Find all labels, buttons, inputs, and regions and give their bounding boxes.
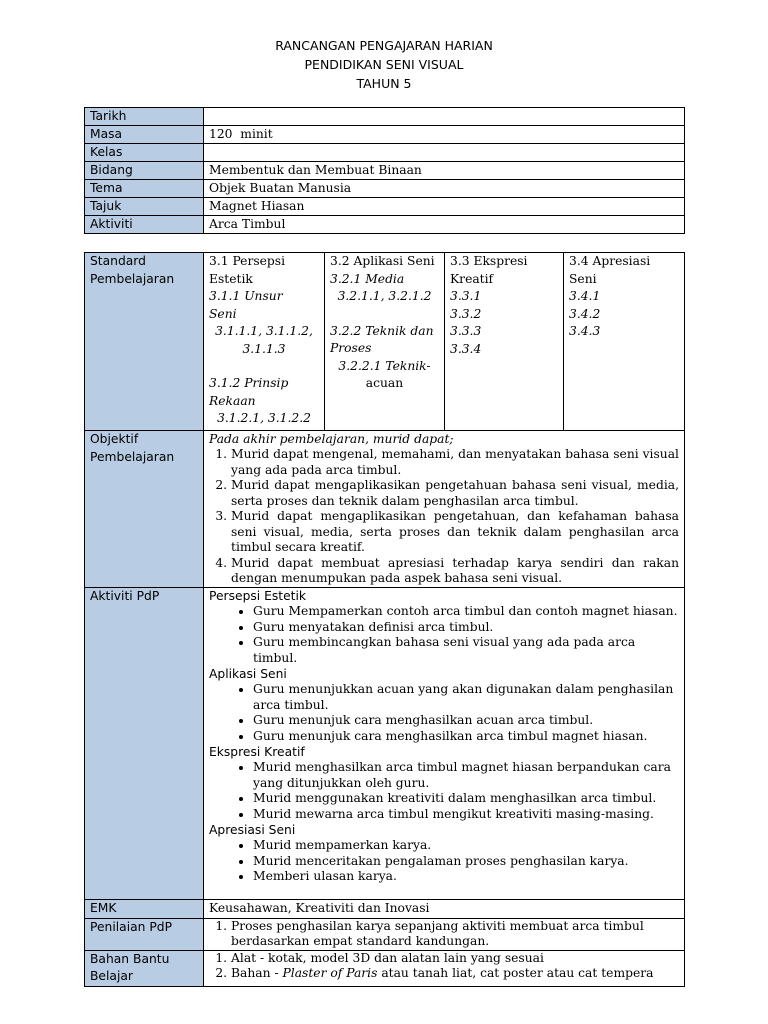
- standard-heading: 3.4 Apresiasi: [569, 254, 651, 268]
- penilaian-list: [209, 919, 679, 950]
- list-item: 1. Alat - kotak, model 3D dan alatan lain yang sesuai: [231, 951, 679, 967]
- section-list: [209, 682, 679, 744]
- standard-items: 3.3.4: [450, 341, 482, 356]
- aktiviti-label: Aktiviti PdP: [85, 588, 204, 900]
- standard-label-line: Standard: [90, 254, 146, 268]
- penilaian-content: [204, 918, 685, 950]
- section-title: Apresiasi Seni: [209, 823, 296, 837]
- standard-label: [85, 253, 204, 431]
- standard-items: acuan: [365, 376, 404, 390]
- standard-items: 3.4.3: [569, 324, 601, 338]
- info-row-tarikh: [85, 108, 685, 126]
- bahan-row: [85, 950, 685, 986]
- bahan-suffix: atau tanah liat, cat poster atau cat tempera: [377, 966, 654, 980]
- list-item: 2. Murid dapat mengaplikasikan pengetahuan bahasa seni visual, media, serta proses dan teknik dalam penghasilan arca timbul.: [231, 478, 679, 509]
- emk-row: [85, 900, 685, 919]
- standard-col-ekspresi: [445, 253, 564, 431]
- list-item: • Murid mewarna arca timbul mengikut kreativiti masing-masing.: [253, 807, 679, 823]
- standard-col-persepsi: [204, 253, 325, 431]
- info-row-aktiviti: [85, 216, 685, 234]
- info-label: Kelas: [85, 144, 204, 162]
- objektif-intro: Pada akhir pembelajaran, murid dapat;: [209, 432, 454, 446]
- header-line-2: PENDIDIKAN SENI VISUAL: [304, 57, 464, 72]
- objektif-label: [85, 431, 204, 588]
- standard-subheading: Proses: [330, 341, 372, 355]
- standard-col-aplikasi: [325, 253, 445, 431]
- emk-label: EMK: [85, 900, 204, 919]
- bahan-prefix: Bahan -: [231, 966, 283, 980]
- standard-items: 3.1.2.1, 3.1.2.2: [217, 411, 311, 425]
- penilaian-row: [85, 918, 685, 950]
- info-row-tajuk: [85, 198, 685, 216]
- standard-subheading: 3.1.1 Unsur: [209, 289, 283, 303]
- bahan-list: [209, 951, 679, 982]
- objektif-label-line: Objektif: [90, 432, 139, 446]
- section-title: Aplikasi Seni: [209, 667, 287, 681]
- standard-items: 3.3.1: [450, 289, 482, 303]
- emk-value: Keusahawan, Kreativiti dan Inovasi: [204, 900, 685, 919]
- section-list: [209, 838, 679, 885]
- aktiviti-row: [85, 588, 685, 900]
- list-item: • Murid menghasilkan arca timbul magnet hiasan berpandukan cara yang ditunjukkan oleh guru.: [253, 760, 679, 791]
- aktiviti-content: [204, 588, 685, 900]
- penilaian-label: Penilaian PdP: [85, 918, 204, 950]
- list-item: 4. Murid dapat membuat apresiasi terhadap karya sendiri dan rakan dengan menumpukan pada aspek bahasa seni visual.: [231, 556, 679, 587]
- objektif-label-line: Pembelajaran: [90, 449, 175, 464]
- section-list: [209, 760, 679, 822]
- list-item: • Memberi ulasan karya.: [253, 869, 679, 885]
- header-line-1: RANCANGAN PENGAJARAN HARIAN: [275, 38, 493, 53]
- list-item: [231, 966, 679, 982]
- objektif-list: [209, 447, 679, 587]
- standard-col-apresiasi: [564, 253, 685, 431]
- info-value: [204, 108, 685, 126]
- bahan-content: [204, 950, 685, 986]
- list-item: • Guru menunjuk cara menghasilkan acuan arca timbul.: [253, 713, 679, 729]
- bahan-label: [85, 950, 204, 986]
- info-value: Objek Buatan Manusia: [204, 180, 685, 198]
- standard-row: [85, 253, 685, 431]
- list-item: 3. Murid dapat mengaplikasikan pengetahuan, dan kefahaman bahasa seni visual, media, serta proses dan teknik dalam penghasilan arca timbul secara kreatif.: [231, 509, 679, 556]
- standard-heading: 3.1 Persepsi: [209, 254, 286, 268]
- list-item: 1. Murid dapat mengenal, memahami, dan menyatakan bahasa seni visual yang ada pada arca timbul.: [231, 447, 679, 478]
- info-label: Bidang: [85, 162, 204, 180]
- info-value: [204, 144, 685, 162]
- info-label: Aktiviti: [85, 216, 204, 234]
- info-label: Tema: [85, 180, 204, 198]
- list-item: • Murid menggunakan kreativiti dalam menghasilkan arca timbul.: [253, 791, 679, 807]
- objektif-content: [204, 431, 685, 588]
- info-row-bidang: [85, 162, 685, 180]
- info-row-kelas: [85, 144, 685, 162]
- standard-label-line: Pembelajaran: [90, 271, 175, 286]
- standard-items: 3.3.3: [450, 324, 482, 338]
- list-item: • Murid mempamerkan karya.: [253, 838, 679, 854]
- info-label: Tajuk: [85, 198, 204, 216]
- standard-items: 3.4.1: [569, 289, 601, 303]
- bahan-label-line: Belajar: [90, 969, 133, 983]
- bahan-material: Plaster of Paris: [282, 966, 378, 980]
- section-list: [209, 604, 679, 666]
- document-header: [0, 36, 768, 93]
- standard-subheading: 3.2.1 Media: [330, 271, 405, 286]
- standard-subheading: Seni: [209, 306, 237, 321]
- info-value: Magnet Hiasan: [204, 198, 685, 216]
- list-item: • Guru menunjuk cara menghasilkan arca timbul magnet hiasan.: [253, 729, 679, 745]
- section-title: Persepsi Estetik: [209, 589, 307, 603]
- list-item: • Murid menceritakan pengalaman proses penghasilan karya.: [253, 854, 679, 870]
- standard-subheading: Rekaan: [209, 393, 256, 408]
- list-item: • Guru menunjukkan acuan yang akan digunakan dalam penghasilan arca timbul.: [253, 682, 679, 713]
- info-value: Membentuk dan Membuat Binaan: [204, 162, 685, 180]
- list-item: • Guru Mempamerkan contoh arca timbul dan contoh magnet hiasan.: [253, 604, 679, 620]
- header-line-3: TAHUN 5: [356, 76, 412, 91]
- standard-items: 3.1.1.1, 3.1.1.2,: [215, 324, 313, 338]
- objektif-row: [85, 431, 685, 588]
- standard-heading: Kreatif: [450, 271, 494, 286]
- lesson-plan-table: [84, 252, 685, 987]
- info-row-tema: [85, 180, 685, 198]
- standard-heading: 3.2 Aplikasi Seni: [330, 254, 435, 268]
- standard-heading: 3.3 Ekspresi: [450, 254, 528, 268]
- info-value: Arca Timbul: [204, 216, 685, 234]
- info-value: 120 minit: [204, 126, 685, 144]
- standard-subheading: 3.1.2 Prinsip: [209, 376, 289, 390]
- list-item: • Guru membincangkan bahasa seni visual yang ada pada arca timbul.: [253, 635, 679, 666]
- standard-items: 3.3.2: [450, 306, 482, 321]
- standard-items: 3.1.1.3: [242, 341, 286, 356]
- standard-items: 3.2.1.1, 3.2.1.2: [337, 289, 432, 303]
- bahan-label-line: Bahan Bantu: [90, 951, 170, 966]
- list-item: • Guru menyatakan definisi arca timbul.: [253, 620, 679, 636]
- section-title: Ekspresi Kreatif: [209, 745, 305, 759]
- standard-heading: Seni: [569, 271, 597, 286]
- standard-subheading: 3.2.2 Teknik dan: [330, 323, 434, 338]
- list-item: 1. Proses penghasilan karya sepanjang aktiviti membuat arca timbul berdasarkan empat standard kandungan.: [231, 919, 679, 950]
- info-row-masa: [85, 126, 685, 144]
- standard-items: 3.2.2.1 Teknik-: [338, 358, 431, 373]
- info-table: [84, 107, 685, 234]
- standard-items: 3.4.2: [569, 306, 601, 321]
- info-label: Masa: [85, 126, 204, 144]
- standard-heading: Estetik: [209, 271, 253, 286]
- info-label: Tarikh: [85, 108, 204, 126]
